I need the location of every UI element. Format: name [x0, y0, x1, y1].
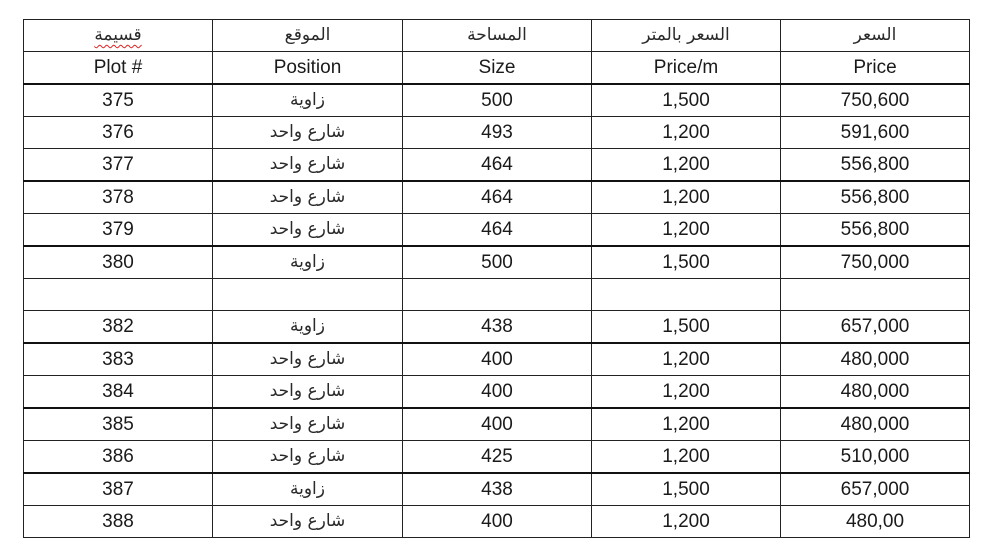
header-en-price-per-m: Price/m: [592, 52, 781, 85]
plot-number-cell: 380: [24, 246, 213, 279]
position-cell: شارع واحد: [213, 506, 403, 538]
price-cell: [781, 279, 970, 311]
size-cell: [403, 279, 592, 311]
table-row: [24, 343, 970, 376]
position-cell: زاوية: [213, 473, 403, 506]
header-en-price: Price: [781, 52, 970, 85]
table-row: [24, 117, 970, 149]
price-cell: 480,000: [781, 343, 970, 376]
plot-number-cell: 378: [24, 181, 213, 214]
price-cell: 510,000: [781, 441, 970, 474]
price-cell: 480,00: [781, 506, 970, 538]
price-cell: 657,000: [781, 473, 970, 506]
size-cell: 493: [403, 117, 592, 149]
price-per-m-cell: 1,500: [592, 246, 781, 279]
table-row: [24, 84, 970, 117]
position-cell: شارع واحد: [213, 181, 403, 214]
price-cell: 556,800: [781, 181, 970, 214]
position-cell: شارع واحد: [213, 441, 403, 474]
plot-number-cell: 385: [24, 408, 213, 441]
size-cell: 400: [403, 506, 592, 538]
header-ar-price: السعر: [781, 20, 970, 52]
position-cell: [213, 279, 403, 311]
price-per-m-cell: 1,200: [592, 376, 781, 409]
size-cell: 500: [403, 246, 592, 279]
price-per-m-cell: 1,200: [592, 441, 781, 474]
position-cell: شارع واحد: [213, 376, 403, 409]
size-cell: 500: [403, 84, 592, 117]
header-en-plot: Plot #: [24, 52, 213, 85]
header-ar-plot-text: قسيمة: [94, 25, 142, 45]
plot-number-cell: 376: [24, 117, 213, 149]
size-cell: 400: [403, 343, 592, 376]
table-row: [24, 246, 970, 279]
price-per-m-cell: 1,200: [592, 117, 781, 149]
plot-number-cell: 384: [24, 376, 213, 409]
position-cell: شارع واحد: [213, 343, 403, 376]
header-ar-position: الموقع: [213, 20, 403, 52]
position-cell: زاوية: [213, 311, 403, 344]
position-cell: زاوية: [213, 84, 403, 117]
plot-number-cell: 387: [24, 473, 213, 506]
price-cell: 556,800: [781, 149, 970, 182]
price-cell: 480,000: [781, 376, 970, 409]
size-cell: 464: [403, 149, 592, 182]
size-cell: 438: [403, 311, 592, 344]
table-row: [24, 214, 970, 247]
plot-number-cell: 379: [24, 214, 213, 247]
table-row: [24, 506, 970, 538]
price-per-m-cell: 1,200: [592, 408, 781, 441]
size-cell: 400: [403, 376, 592, 409]
position-cell: شارع واحد: [213, 214, 403, 247]
size-cell: 425: [403, 441, 592, 474]
position-cell: زاوية: [213, 246, 403, 279]
empty-table-row: [24, 279, 970, 311]
size-cell: 464: [403, 181, 592, 214]
price-cell: 657,000: [781, 311, 970, 344]
header-ar-size: المساحة: [403, 20, 592, 52]
plot-number-cell: 382: [24, 311, 213, 344]
price-cell: 750,600: [781, 84, 970, 117]
header-en-size: Size: [403, 52, 592, 85]
document-page: [23, 19, 969, 538]
header-ar-plot: [24, 20, 213, 52]
size-cell: 400: [403, 408, 592, 441]
table-row: [24, 311, 970, 344]
header-en-position: Position: [213, 52, 403, 85]
plot-number-cell: 388: [24, 506, 213, 538]
plot-number-cell: [24, 279, 213, 311]
plot-number-cell: 377: [24, 149, 213, 182]
position-cell: شارع واحد: [213, 117, 403, 149]
plot-number-cell: 386: [24, 441, 213, 474]
price-per-m-cell: 1,200: [592, 506, 781, 538]
plot-number-cell: 375: [24, 84, 213, 117]
table-row: [24, 473, 970, 506]
price-cell: 556,800: [781, 214, 970, 247]
table-row: [24, 376, 970, 409]
price-per-m-cell: 1,200: [592, 149, 781, 182]
price-per-m-cell: 1,200: [592, 214, 781, 247]
price-per-m-cell: 1,500: [592, 473, 781, 506]
price-per-m-cell: 1,500: [592, 84, 781, 117]
price-per-m-cell: [592, 279, 781, 311]
header-row-arabic: [24, 20, 970, 52]
price-cell: 480,000: [781, 408, 970, 441]
table-row: [24, 181, 970, 214]
table-row: [24, 408, 970, 441]
price-per-m-cell: 1,200: [592, 343, 781, 376]
size-cell: 464: [403, 214, 592, 247]
plots-price-table: [23, 19, 970, 538]
table-row: [24, 441, 970, 474]
price-cell: 591,600: [781, 117, 970, 149]
header-row-english: [24, 52, 970, 85]
header-ar-price-per-m: السعر بالمتر: [592, 20, 781, 52]
price-cell: 750,000: [781, 246, 970, 279]
position-cell: شارع واحد: [213, 149, 403, 182]
plot-number-cell: 383: [24, 343, 213, 376]
size-cell: 438: [403, 473, 592, 506]
table-row: [24, 149, 970, 182]
position-cell: شارع واحد: [213, 408, 403, 441]
price-per-m-cell: 1,200: [592, 181, 781, 214]
price-per-m-cell: 1,500: [592, 311, 781, 344]
